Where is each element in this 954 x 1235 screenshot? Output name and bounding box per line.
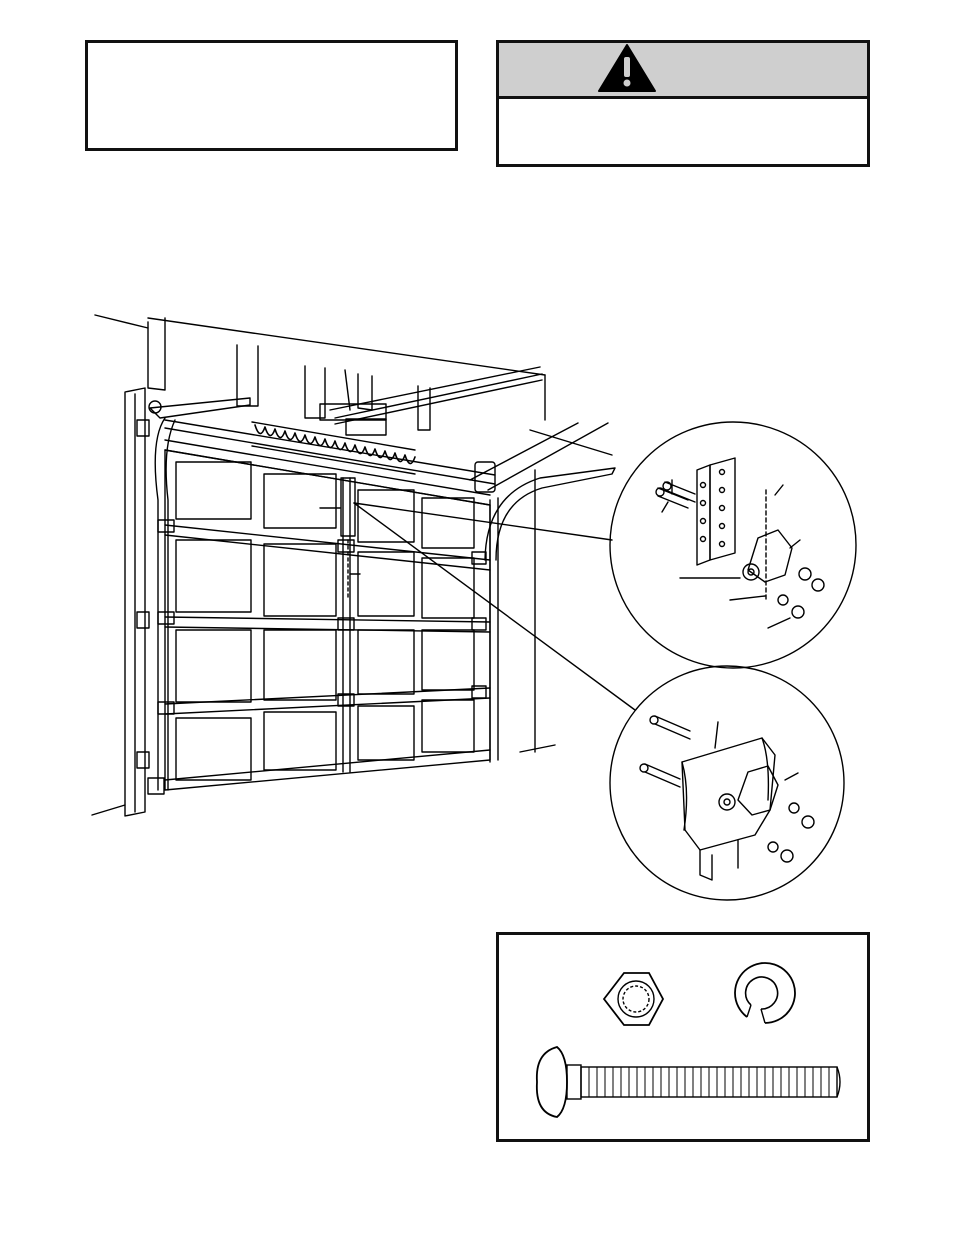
hardware-box: [496, 932, 870, 1142]
door-bracket: [320, 478, 360, 600]
detail-circle-top: [610, 422, 856, 668]
opener-rail: [320, 367, 542, 435]
lock-washer-icon: [735, 963, 795, 1023]
door-top-rail: [165, 440, 490, 505]
right-track: [485, 468, 615, 762]
garage-wall-lines: [92, 315, 612, 815]
detail-circle-bottom: [610, 666, 844, 900]
hex-nut-icon: [604, 973, 663, 1025]
torsion-spring: [165, 420, 495, 492]
left-jamb: [125, 388, 250, 816]
hardware-drawing: [499, 935, 867, 1139]
carriage-bolt-icon: [537, 1047, 840, 1117]
garage-door: [148, 450, 490, 794]
